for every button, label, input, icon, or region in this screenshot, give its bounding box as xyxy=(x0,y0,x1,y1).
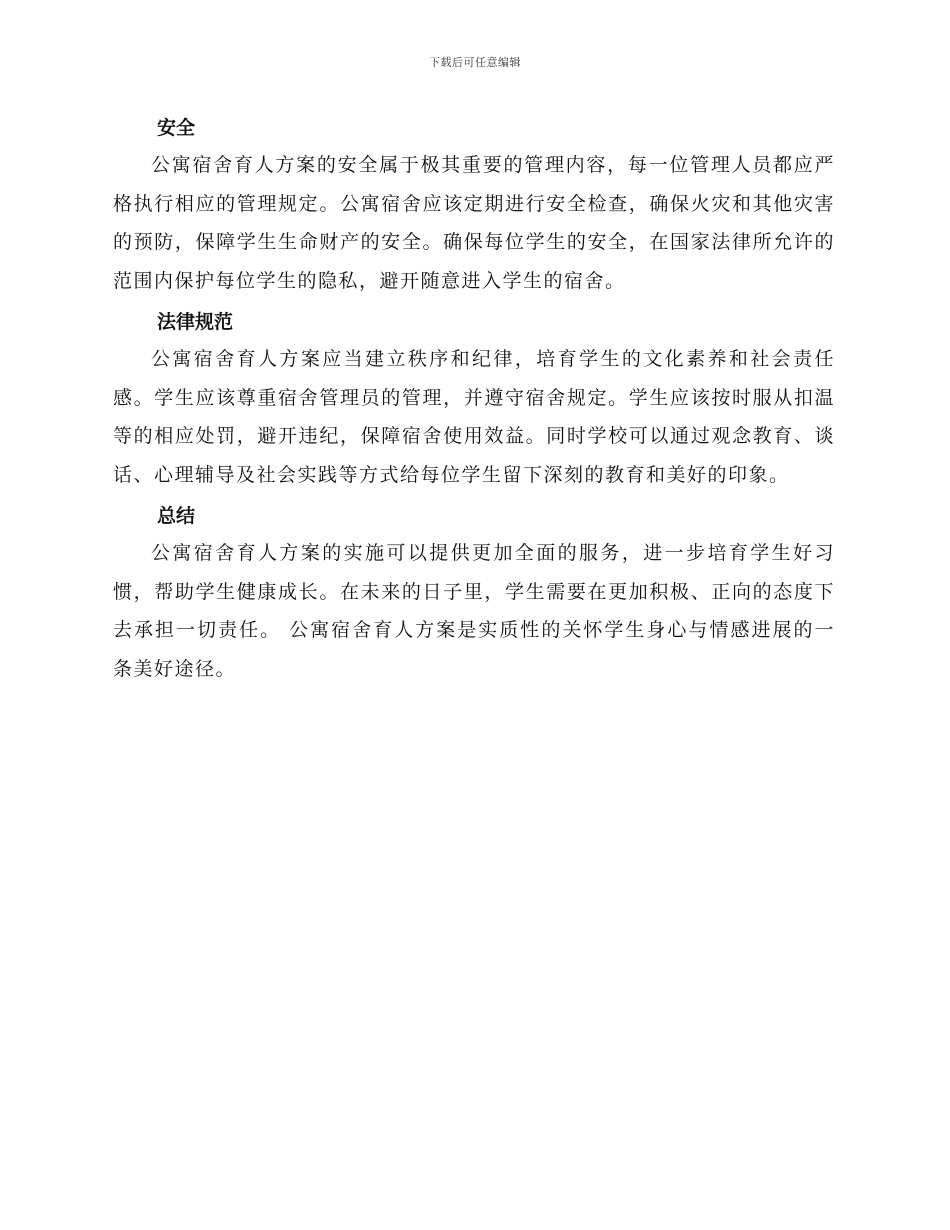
section-paragraph: 公寓宿舍育人方案的实施可以提供更加全面的服务，进一步培育学生好习惯，帮助学生健康成长。在未来的日子里，学生需要在更加积极、正向的态度下去承担一切责任。 公寓宿舍育人方案是实质性的关怀学生身心与情感进展的一条美好途径。 xyxy=(113,542,835,680)
header-note: 下载后可任意编辑 xyxy=(429,56,521,69)
section-summary xyxy=(113,498,835,688)
section-heading: 安全 xyxy=(157,117,196,139)
document-body xyxy=(113,110,835,692)
section-paragraph: 公寓宿舍育人方案应当建立秩序和纪律，培育学生的文化素养和社会责任感。学生应该尊重宿舍管理员的管理，并遵守宿舍规定。学生应该按时服从扣温等的相应处罚，避开违纪，保障宿舍使用效益。同时学校可以通过观念教育、谈话、心理辅导及社会实践等方式给每位学生留下深刻的教育和美好的印象。 xyxy=(113,348,835,486)
section-safety xyxy=(113,110,835,300)
section-legal-norms xyxy=(113,304,835,494)
section-heading: 法律规范 xyxy=(157,311,234,333)
section-heading: 总结 xyxy=(157,505,196,527)
section-paragraph: 公寓宿舍育人方案的安全属于极其重要的管理内容，每一位管理人员都应严格执行相应的管理规定。公寓宿舍应该定期进行安全检查，确保火灾和其他灾害的预防，保障学生生命财产的安全。确保每位学生的安全，在国家法律所允许的范围内保护每位学生的隐私，避开随意进入学生的宿舍。 xyxy=(113,154,835,292)
